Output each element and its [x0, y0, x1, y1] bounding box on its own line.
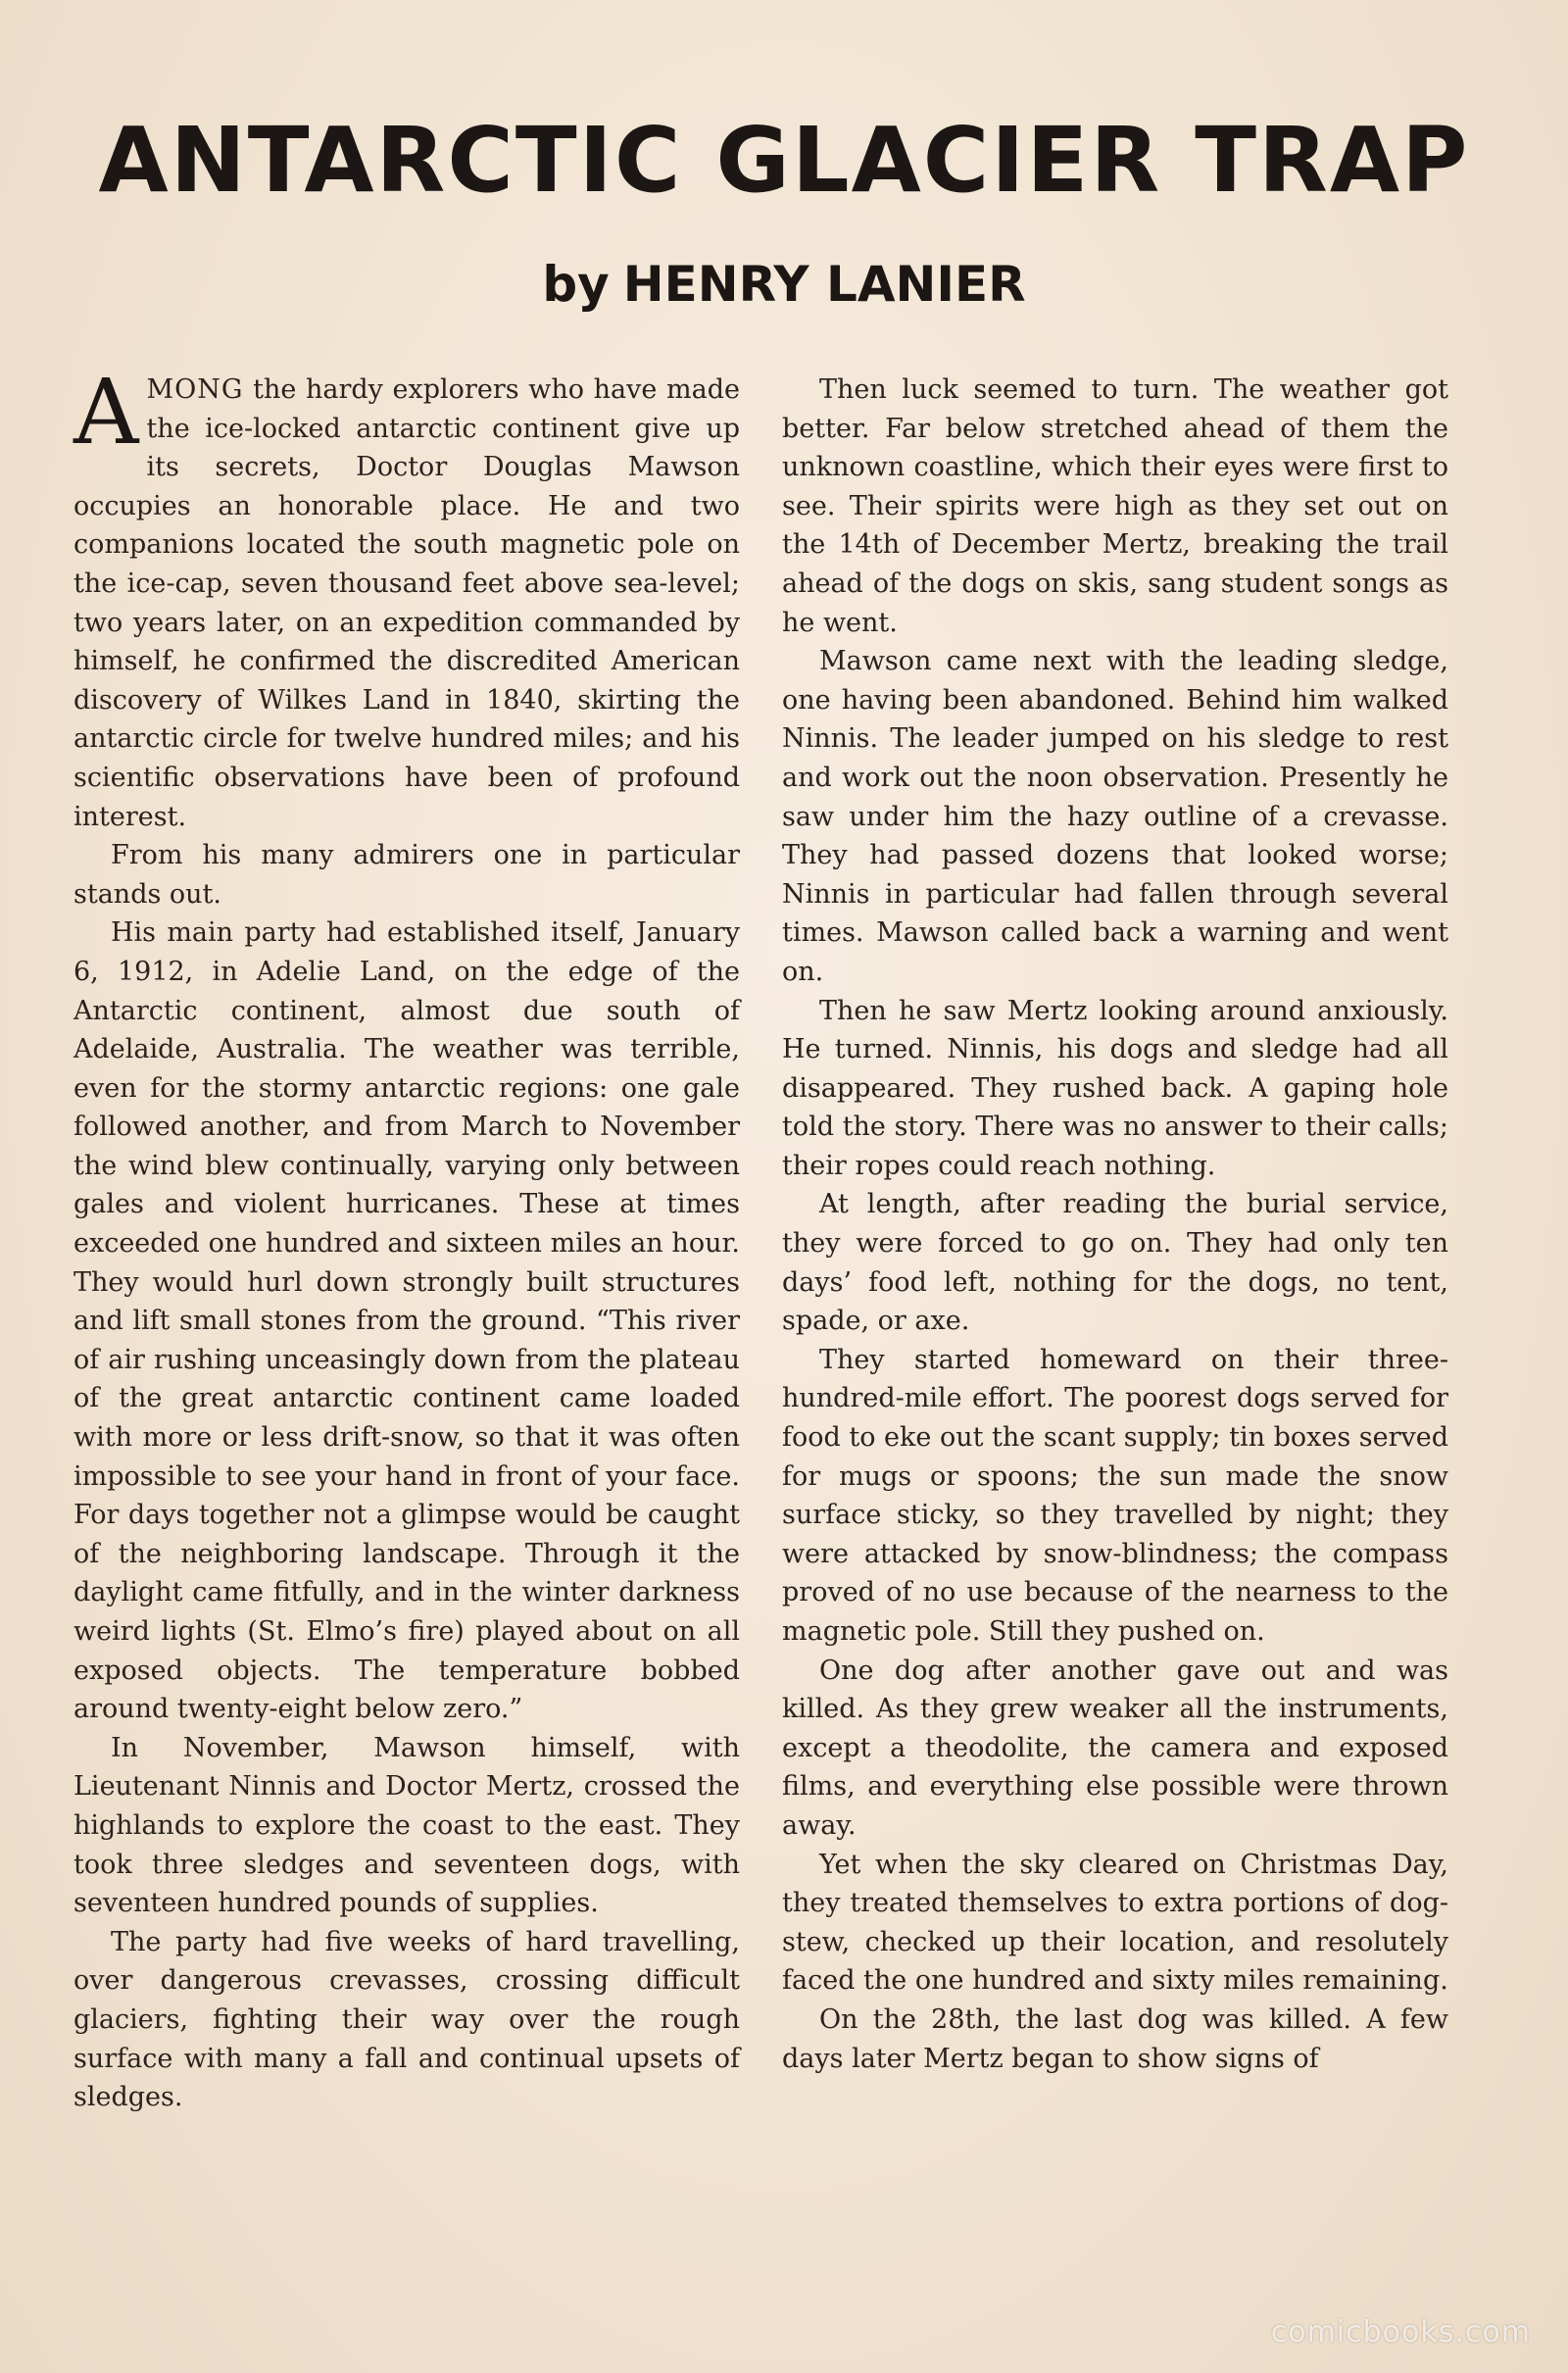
paragraph-8: Then he saw Mertz looking around anxiously. He turned. Ninnis, his dogs and sledge had all disappeared. They rushed back. A gaping hole told the story. There was no answer to their calls; their ropes could reach nothing. — [782, 995, 1448, 1181]
paragraph-6: Then luck seemed to turn. The weather got better. Far below stretched ahead of them the unknown coastline, which their eyes were first to see. Their spirits were high as they set out on the 14th of December Mertz, breaking the trail ahead of the dogs on skis, sang student songs as he went. — [782, 374, 1448, 638]
paragraph-11: One dog after another gave out and was killed. As they grew weaker all the instruments, except a theodolite, the camera and exposed films, and everything else possible were thrown away. — [782, 1655, 1448, 1841]
paragraph-3: His main party had established itself, January 6, 1912, in Adelie Land, on the edge of the Antarctic continent, almost due south of Adelaide, Australia. The weather was terrible, even for the stormy antarctic regions: one gale followed another, and from March to November the wind blew continually, varying only between gales and violent hurricanes. These at times exceeded one hundred and sixteen miles an hour. They would hurl down strongly built structures and lift small stones from the ground. “This river of air rushing unceasingly down from the plateau of the great antarctic continent came loaded with more or less drift-snow, so that it was often impossible to see your hand in front of your face. For days together not a glimpse would be caught of the neighboring landscape. Through it the daylight came fitfully, and in the winter darkness weird lights (St. Elmo’s fire) played about on all exposed objects. The temperature bobbed around twenty-eight below zero.” — [74, 917, 740, 1725]
article-title: ANTARCTIC GLACIER TRAP — [98, 108, 1470, 213]
left-column — [74, 360, 740, 2117]
paragraph-1 — [74, 360, 740, 836]
paragraph-7: Mawson came next with the leading sledge, one having been abandoned. Behind him walked Ninnis. The leader jumped on his sledge to rest and work out the noon observation. Presently he saw under him the hazy outline of a crevasse. They had passed dozens that looked worse; Ninnis in particular had fallen through several times. Mawson called back a warning and went on. — [782, 646, 1448, 987]
paragraph-10: They started homeward on their three-hundred-mile effort. The poorest dogs served for food to eke out the scant supply; tin boxes served for mugs or spoons; the sun made the snow surface sticky, so they travelled by night; they were attacked by snow-blindness; the compass proved of no use because of the nearness to the magnetic pole. Still they pushed on. — [782, 1344, 1449, 1647]
paragraph-13: On the 28th, the last dog was killed. A few days later Mertz began to show signs of — [782, 2003, 1448, 2074]
paragraph-1-text: the hardy explorers who have made the ice-locked antarctic continent give up its secrets, Doctor Douglas Mawson occupies an honorable place. He and two companions located the south magnetic pole on the ice-cap, seven thousand feet above sea-level; two years later, on an expedition commanded by himself, he confirmed the discredited American discovery of Wilkes Land in 1840, skirting the antarctic circle for twelve hundred miles; and his scientific observations have been of profound interest. — [74, 374, 740, 832]
byline-author: HENRY LANIER — [622, 256, 1026, 313]
byline — [0, 256, 1568, 313]
paragraph-2: From his many admirers one in particular stands out. — [74, 840, 740, 910]
paragraph-4: In November, Mawson himself, with Lieutenant Ninnis and Doctor Mertz, crossed the highlands to explore the coast to the east. They took three sledges and seventeen dogs, with seventeen hundred pounds of supplies. — [74, 1732, 740, 1919]
paragraph-5: The party had five weeks of hard travelling, over dangerous crevasses, crossing difficult glaciers, fighting their way over the rough surface with many a fall and continual upsets of sledges. — [74, 1926, 740, 2113]
right-column — [782, 371, 1448, 2078]
byline-by: by — [542, 256, 610, 313]
drop-cap: A — [74, 360, 139, 465]
watermark: comicbooks.com — [1270, 2315, 1531, 2349]
paragraph-1-smallcaps: MONG — [146, 374, 244, 405]
paragraph-9: At length, after reading the burial service, they were forced to go on. They had only ten days’ food left, nothing for the dogs, no tent, spade, or axe. — [782, 1189, 1448, 1337]
paragraph-12: Yet when the sky cleared on Christmas Day, they treated themselves to extra portions of dog-stew, checked up their location, and resolutely faced the one hundred and sixty miles remaining. — [782, 1849, 1448, 1997]
